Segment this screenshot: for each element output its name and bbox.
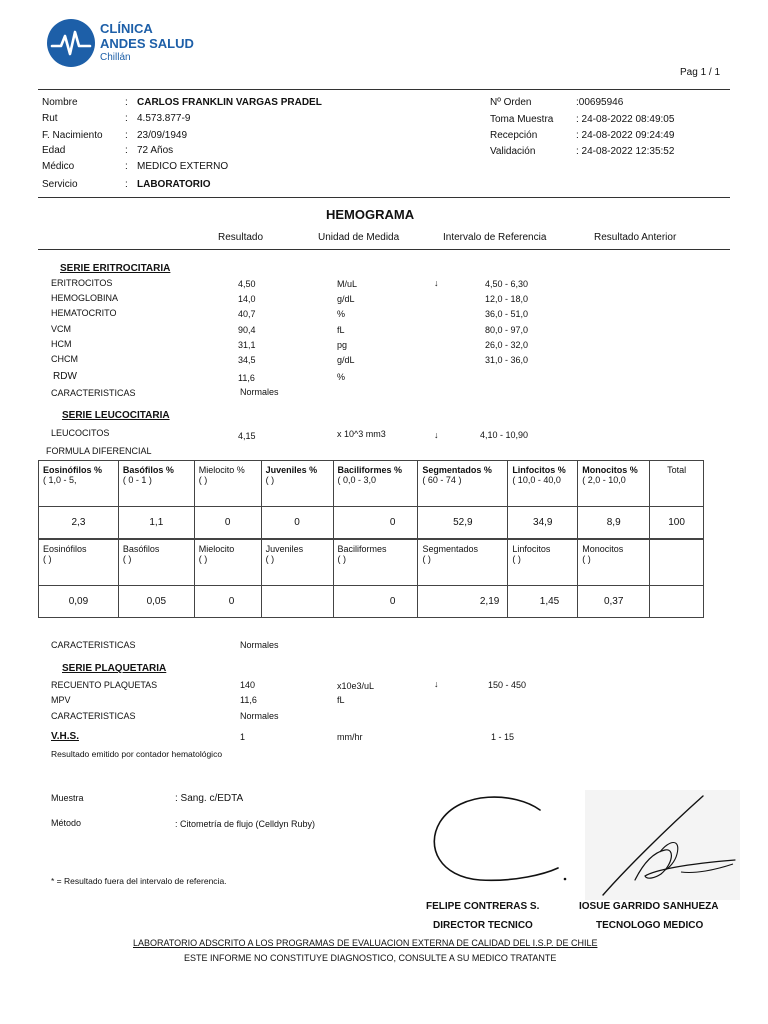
toma-datetime: : 24-08-2022 08:49:05: [576, 114, 675, 125]
table-cell: [650, 586, 704, 618]
characteristics-value: Normales: [240, 640, 279, 650]
table-header-cell: Mielocito % ( ): [194, 461, 261, 507]
table-cell: 0,05: [118, 586, 194, 618]
label-nombre: Nombre: [42, 97, 78, 108]
formula-label: FORMULA DIFERENCIAL: [46, 446, 152, 456]
col-anterior: Resultado Anterior: [594, 232, 677, 243]
table-cell: 8,9: [578, 507, 650, 539]
label-rut: Rut: [42, 113, 58, 124]
header-divider: [38, 89, 730, 90]
patient-rut: 4.573.877-9: [137, 113, 191, 124]
legend-note: * = Resultado fuera del intervalo de referencia.: [51, 876, 227, 886]
table-cell: 0,09: [39, 586, 119, 618]
characteristics-label: CARACTERISTICAS: [51, 640, 136, 650]
test-value: 4,15: [238, 431, 256, 441]
table-cell: 1,45: [508, 586, 578, 618]
test-name: HEMATOCRITO: [51, 308, 117, 318]
table-header-cell: Juveniles % ( ): [261, 461, 333, 507]
recepcion-datetime: : 24-08-2022 09:24:49: [576, 130, 675, 141]
characteristics-value: Normales: [240, 387, 279, 397]
table-cell: 100: [650, 507, 704, 539]
test-unit: g/dL: [337, 355, 355, 365]
table-header-cell: Baciliformes ( ): [333, 540, 418, 586]
serie-leuco-title: SERIE LEUCOCITARIA: [62, 410, 170, 421]
test-reference: 150 - 450: [488, 680, 527, 690]
characteristics-label: CARACTERISTICAS: [51, 711, 136, 721]
label-validacion: Validación: [490, 146, 536, 157]
table-header-cell: Segmentados % ( 60 - 74 ): [418, 461, 508, 507]
test-value: 11,6: [238, 373, 255, 383]
table-header-cell: Basófilos % ( 0 - 1 ): [118, 461, 194, 507]
label-servicio: Servicio: [42, 179, 78, 190]
test-reference: 36,0 - 51,0: [485, 309, 529, 319]
metodo-label: Método: [51, 818, 82, 828]
test-unit: M/uL: [337, 279, 358, 289]
test-value: 34,5: [238, 355, 256, 365]
test-reference: 12,0 - 18,0: [485, 294, 529, 304]
test-name: VCM: [51, 324, 71, 334]
order-number: :00695946: [576, 97, 624, 108]
table-header-cell: Segmentados ( ): [418, 540, 508, 586]
logo-line3: Chillán: [100, 52, 131, 63]
page-number: Pag 1 / 1: [680, 67, 721, 78]
test-value: 11,6: [240, 695, 257, 705]
out-of-range-flag: ↓: [434, 278, 439, 288]
test-name: HCM: [51, 339, 72, 349]
signer-name: IOSUE GARRIDO SANHUEZA: [579, 901, 719, 912]
test-value: 40,7: [238, 309, 256, 319]
characteristics-label: CARACTERISTICAS: [51, 388, 136, 398]
test-value: 90,4: [238, 325, 256, 335]
table-cell: 34,9: [508, 507, 578, 539]
table-header-cell: Monocitos % ( 2,0 - 10,0: [578, 461, 650, 507]
test-value: 1: [240, 732, 246, 742]
test-unit: fL: [337, 325, 345, 335]
test-unit: %: [337, 309, 346, 319]
table-cell: 1,1: [118, 507, 194, 539]
test-unit: x10e3/uL: [337, 681, 375, 691]
patient-service: LABORATORIO: [137, 179, 211, 190]
metodo-value: : Citometría de flujo (Celldyn Ruby): [175, 819, 316, 829]
test-name: RECUENTO PLAQUETAS: [51, 680, 158, 690]
test-name: LEUCOCITOS: [51, 428, 110, 438]
patient-birthdate: 23/09/1949: [137, 130, 188, 141]
serie-plaq-title: SERIE PLAQUETARIA: [62, 663, 167, 674]
test-reference: 4,10 - 10,90: [480, 430, 529, 440]
table-header-cell: Linfocitos % ( 10,0 - 40,0: [508, 461, 578, 507]
table-row: [39, 586, 704, 618]
table-row: [39, 507, 704, 539]
col-resultado: Resultado: [218, 232, 264, 243]
test-reference: 26,0 - 32,0: [485, 340, 529, 350]
label-toma: Toma Muestra: [490, 114, 554, 125]
table-cell: 0,37: [578, 586, 650, 618]
patient-doctor: MEDICO EXTERNO: [137, 161, 229, 172]
table-header-cell: Monocitos ( ): [578, 540, 650, 586]
table-cell: [261, 586, 333, 618]
label-recepcion: Recepción: [490, 130, 538, 141]
vhs-note: Resultado emitido por contador hematológico: [51, 749, 223, 759]
signer-name: FELIPE CONTRERAS S.: [426, 901, 540, 912]
label-nacimiento: F. Nacimiento: [42, 130, 103, 141]
table-cell: 0: [333, 507, 418, 539]
table-header-cell: Eosinófilos % ( 1,0 - 5,: [39, 461, 119, 507]
test-reference: 80,0 - 97,0: [485, 325, 529, 335]
table-header-cell: Mielocito ( ): [194, 540, 261, 586]
footer-disclaimer: ESTE INFORME NO CONSTITUYE DIAGNOSTICO, CONSULTE A SU MEDICO TRATANTE: [184, 953, 557, 963]
columns-divider: [38, 249, 730, 250]
logo-line1: CLÍNICA: [100, 21, 153, 36]
differential-percent-table: [38, 460, 704, 539]
test-reference: 1 - 15: [491, 732, 515, 742]
patient-divider: [38, 197, 730, 198]
table-header-cell: [650, 540, 704, 586]
table-header-cell: Total: [650, 461, 704, 507]
label-orden: Nº Orden: [490, 97, 532, 108]
test-unit: fL: [337, 695, 345, 705]
validacion-datetime: : 24-08-2022 12:35:52: [576, 146, 675, 157]
table-header-cell: Basófilos ( ): [118, 540, 194, 586]
label-edad: Edad: [42, 145, 66, 156]
table-cell: 2,3: [39, 507, 119, 539]
test-reference: 4,50 - 6,30: [485, 279, 529, 289]
table-header-cell: Juveniles ( ): [261, 540, 333, 586]
table-cell: 0: [261, 507, 333, 539]
tecnologo-signature: [585, 790, 740, 900]
test-unit: mm/hr: [337, 732, 363, 742]
table-cell: 0: [333, 586, 418, 618]
out-of-range-flag: ↓: [434, 679, 439, 689]
test-value: 14,0: [238, 294, 256, 304]
test-value: 4,50: [238, 279, 256, 289]
test-unit: x 10^3 mm3: [337, 429, 386, 439]
tecnologo-signature-icon: [585, 790, 740, 900]
table-cell: 2,19: [418, 586, 508, 618]
section-title: HEMOGRAMA: [326, 207, 415, 222]
col-intervalo: Intervalo de Referencia: [443, 232, 547, 243]
table-cell: 0: [194, 586, 261, 618]
test-reference: 31,0 - 36,0: [485, 355, 529, 365]
test-unit: %: [337, 372, 346, 382]
serie-eritro-title: SERIE ERITROCITARIA: [60, 263, 171, 274]
vhs-title: V.H.S.: [51, 731, 79, 742]
muestra-label: Muestra: [51, 793, 84, 803]
test-unit: pg: [337, 340, 348, 350]
test-unit: g/dL: [337, 294, 355, 304]
test-name: CHCM: [51, 354, 78, 364]
patient-name: CARLOS FRANKLIN VARGAS PRADEL: [137, 97, 322, 108]
table-header-cell: Baciliformes % ( 0,0 - 3,0: [333, 461, 418, 507]
test-name: MPV: [51, 695, 71, 705]
characteristics-value: Normales: [240, 711, 279, 721]
test-name: ERITROCITOS: [51, 278, 113, 288]
test-name: HEMOGLOBINA: [51, 293, 119, 303]
test-name: RDW: [53, 371, 77, 382]
col-unidad: Unidad de Medida: [318, 232, 400, 243]
table-cell: 0: [194, 507, 261, 539]
test-value: 31,1: [238, 340, 256, 350]
footer-accreditation: LABORATORIO ADSCRITO A LOS PROGRAMAS DE EVALUACION EXTERNA DE CALIDAD DEL I.S.P. DE CHILE: [133, 938, 598, 948]
muestra-value: : Sang. c/EDTA: [175, 793, 244, 804]
table-cell: 52,9: [418, 507, 508, 539]
out-of-range-flag: ↓: [434, 430, 439, 440]
logo-line2: ANDES SALUD: [100, 36, 194, 51]
differential-absolute-table: [38, 539, 704, 618]
label-medico: Médico: [42, 161, 75, 172]
table-header-cell: Eosinófilos ( ): [39, 540, 119, 586]
signer-title: TECNOLOGO MEDICO: [596, 920, 704, 931]
heartbeat-logo-icon: [46, 18, 96, 68]
signer-title: DIRECTOR TECNICO: [433, 920, 533, 931]
patient-age: 72 Años: [137, 145, 174, 156]
test-value: 140: [240, 680, 256, 690]
clinic-logo: [40, 14, 200, 74]
director-signature-icon: [420, 782, 580, 892]
table-header-cell: Linfocitos ( ): [508, 540, 578, 586]
